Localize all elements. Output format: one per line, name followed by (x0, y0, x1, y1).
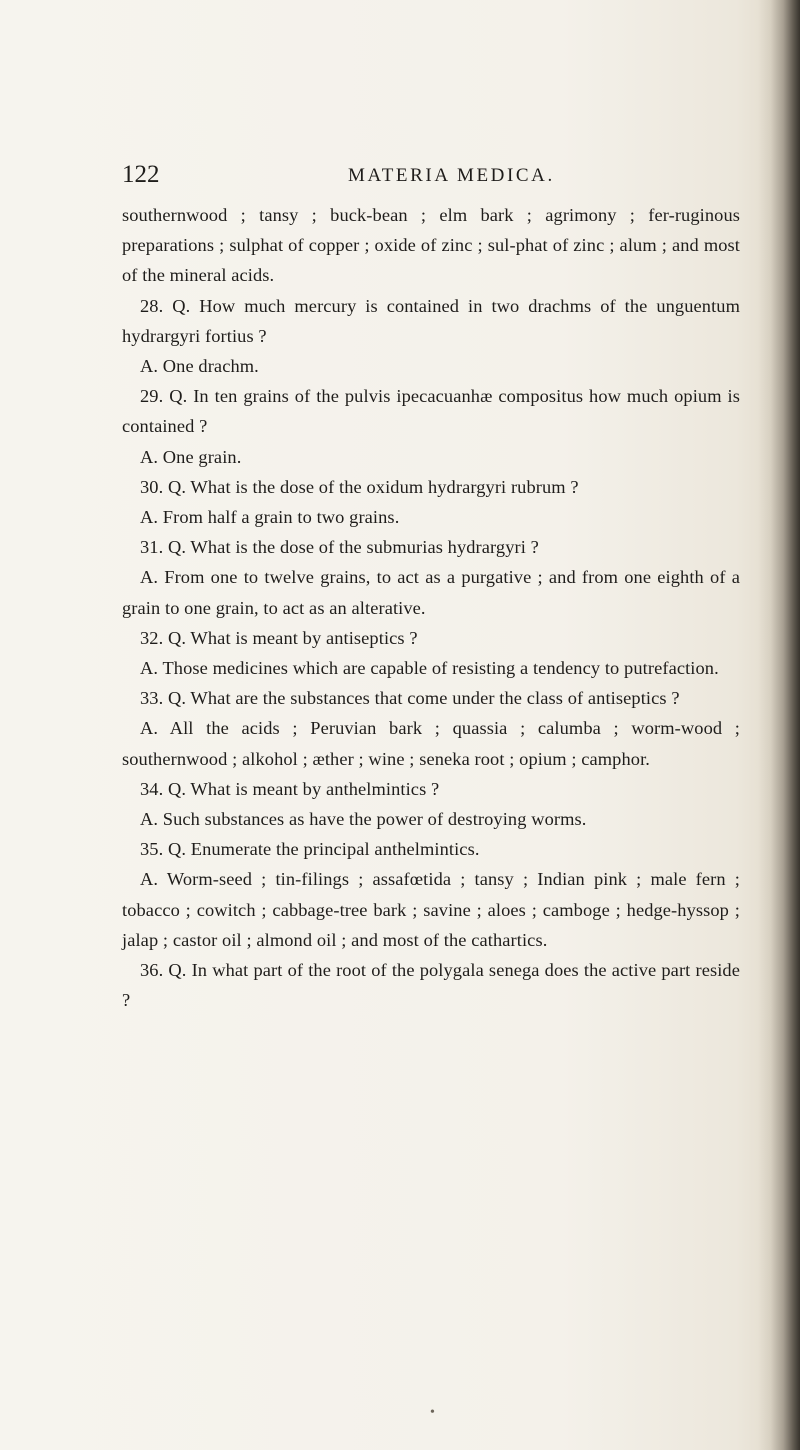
footer-mark: • (430, 1405, 435, 1420)
question-36: 36. Q. In what part of the root of the polygala senega does the active part reside ? (122, 960, 740, 1011)
paragraph: southernwood ; tansy ; buck-bean ; elm bark ; agrimony ; fer-ruginous preparations ; sulphat of copper ; oxide of zinc ; sul-phat of zinc ; alum ; and most of the mineral acids. (122, 205, 740, 286)
answer-31: A. From one to twelve grains, to act as a purgative ; and from one eighth of a grain to one grain, to act as an alterative. (122, 567, 740, 618)
page-number: 122 (122, 161, 160, 188)
answer-28: A. One drachm. (140, 356, 259, 377)
question-35: 35. Q. Enumerate the principal anthelmintics. (140, 839, 480, 860)
page-edge-shadow (758, 0, 800, 1450)
question-32: 32. Q. What is meant by antiseptics ? (140, 627, 418, 648)
running-head: MATERIA MEDICA. (348, 165, 555, 186)
answer-29: A. One grain. (140, 446, 242, 467)
question-33: 33. Q. What are the substances that come under the class of antiseptics ? (140, 688, 680, 709)
answer-35: A. Worm-seed ; tin-filings ; assafœtida ; tansy ; Indian pink ; male fern ; tobacco ; cowitch ; cabbage-tree bark ; savine ; aloes ; camboge ; hedge-hyssop ; jalap ; castor oil ; almond oil ; and most of the cathartics. (122, 869, 740, 950)
question-30: 30. Q. What is the dose of the oxidum hydrargyri rubrum ? (140, 476, 579, 497)
answer-32: A. Those medicines which are capable of resisting a tendency to putrefaction. (140, 658, 719, 679)
answer-34: A. Such substances as have the power of destroying worms. (140, 809, 587, 830)
answer-30: A. From half a grain to two grains. (140, 507, 400, 528)
question-31: 31. Q. What is the dose of the submurias hydrargyri ? (140, 537, 539, 558)
question-34: 34. Q. What is meant by anthelmintics ? (140, 778, 440, 799)
page-header (122, 158, 728, 192)
question-29: 29. Q. In ten grains of the pulvis ipecacuanhæ compositus how much opium is contained ? (122, 386, 740, 437)
answer-33: A. All the acids ; Peruvian bark ; quassia ; calumba ; worm-wood ; southernwood ; alkohol ; æther ; wine ; seneka root ; opium ; camphor. (122, 718, 740, 769)
question-28: 28. Q. How much mercury is contained in two drachms of the unguentum hydrargyri fortius ? (122, 295, 740, 346)
page-body (122, 200, 740, 1015)
